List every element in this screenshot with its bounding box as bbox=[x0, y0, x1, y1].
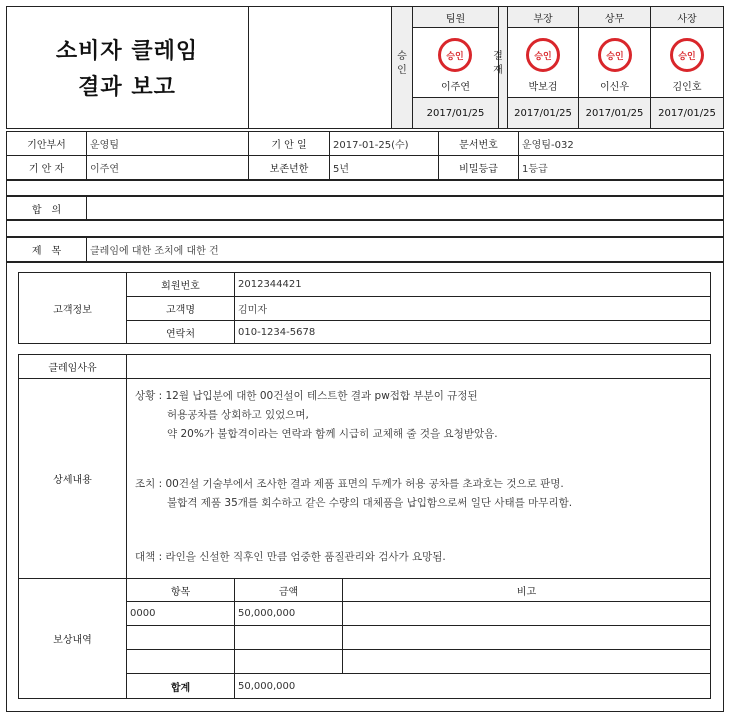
claim-reason-label: 클레임사유 bbox=[48, 363, 97, 374]
detail-line-3: 약 20%가 불합격이라는 연락과 함께 시급히 교체해 줄 것을 요청받았음. bbox=[167, 428, 498, 440]
comp-row-1-note bbox=[343, 602, 710, 625]
approver-date-team: 2017/01/25 bbox=[413, 98, 498, 128]
customer-name-value: 김미자 bbox=[238, 305, 267, 316]
member-no-value: 2012344421 bbox=[238, 279, 302, 290]
approval-stamp-icon: 승인 bbox=[670, 38, 704, 72]
comp-row-3-amount bbox=[235, 650, 342, 673]
total-value: 50,000,000 bbox=[238, 680, 296, 692]
detail-line-6: 대책 : 라인을 신설한 직후인 만큼 엄중한 품질관리와 검사가 요망됨. bbox=[135, 551, 446, 563]
approver-name-director: 이신우 bbox=[600, 81, 629, 93]
subject-label: 제 목 bbox=[31, 246, 62, 257]
comp-row-1-item: 0000 bbox=[130, 608, 156, 619]
document-title bbox=[6, 34, 248, 106]
author-label: 기 안 자 bbox=[28, 164, 65, 175]
approver-name-manager: 박보검 bbox=[528, 81, 558, 93]
contact-label: 연락처 bbox=[166, 328, 195, 340]
customer-name-label: 고객명 bbox=[166, 305, 195, 316]
contact-value: 010-1234-5678 bbox=[238, 326, 316, 338]
settlement-side-label: 결 재 bbox=[493, 51, 503, 76]
col-item-header: 항목 bbox=[170, 586, 191, 598]
col-note-header: 비고 bbox=[516, 586, 537, 598]
detail-line-5: 불합격 제품 35개를 회수하고 같은 수량의 대체품을 납입함으로써 일단 사태를 마무리함. bbox=[167, 497, 573, 509]
col-amount-header: 금액 bbox=[278, 586, 299, 598]
spacer-row-2 bbox=[6, 220, 724, 237]
comp-row-3-item bbox=[127, 650, 234, 673]
author-value: 이주연 bbox=[90, 164, 119, 175]
approver-date-ceo: 2017/01/25 bbox=[651, 98, 723, 128]
retention-value: 5년 bbox=[333, 164, 350, 175]
secret-level-value: 1등급 bbox=[522, 164, 548, 175]
doc-number-value: 운영팀-032 bbox=[522, 140, 574, 151]
detail-line-1: 상황 : 12월 납입분에 대한 00건설이 테스트한 결과 pw접합 부분이 규정된 bbox=[135, 390, 478, 402]
approval-stamp-icon: 승인 bbox=[438, 38, 472, 72]
member-no-label: 회원번호 bbox=[161, 281, 200, 292]
approval-side-label: 승 인 bbox=[397, 51, 407, 76]
draft-date-value: 2017-01-25(수) bbox=[333, 140, 409, 151]
title-line-1: 소비자 클레임 bbox=[55, 39, 199, 64]
approver-role-director: 상무 bbox=[579, 7, 650, 27]
detail-label: 상세내용 bbox=[53, 475, 92, 486]
comp-row-2-item bbox=[127, 626, 234, 649]
approver-role-ceo: 사장 bbox=[651, 7, 723, 27]
customer-info-label: 고객정보 bbox=[53, 304, 92, 316]
detail-line-4: 조치 : 00건설 기술부에서 조사한 결과 제품 표면의 두께가 허용 공차를 초과호는 것으로 판명. bbox=[135, 478, 564, 490]
draft-date-label: 기 안 일 bbox=[271, 140, 307, 151]
secret-level-label: 비밀등급 bbox=[459, 164, 498, 175]
dept-value: 운영팀 bbox=[90, 140, 119, 151]
approver-role-team: 팀원 bbox=[413, 7, 498, 27]
title-line-2: 결과 보고 bbox=[78, 75, 176, 100]
subject-value: 클레임에 대한 조치에 대한 건 bbox=[90, 246, 219, 257]
retention-label: 보존년한 bbox=[269, 164, 309, 175]
approver-name-team: 이주연 bbox=[441, 81, 470, 93]
approval-stamp-icon: 승인 bbox=[598, 38, 632, 72]
detail-line-2: 허용공차를 상회하고 있었으며, bbox=[167, 409, 309, 421]
agreement-label: 합 의 bbox=[31, 204, 62, 216]
comp-row-3-note bbox=[343, 650, 710, 673]
dept-label: 기안부서 bbox=[27, 140, 66, 151]
compensation-label: 보상내역 bbox=[53, 635, 92, 646]
approver-name-ceo: 김인호 bbox=[672, 81, 702, 93]
spacer-row bbox=[6, 180, 724, 196]
approver-date-manager: 2017/01/25 bbox=[508, 98, 578, 128]
doc-number-label: 문서번호 bbox=[459, 140, 498, 151]
comp-row-2-note bbox=[343, 626, 710, 649]
agreement-row bbox=[6, 196, 724, 220]
approver-role-manager: 부장 bbox=[508, 7, 578, 27]
total-label: 합계 bbox=[170, 682, 191, 694]
approver-date-director: 2017/01/25 bbox=[579, 98, 650, 128]
comp-row-2-amount bbox=[235, 626, 342, 649]
approval-stamp-icon: 승인 bbox=[526, 38, 560, 72]
comp-row-1-amount: 50,000,000 bbox=[238, 608, 296, 619]
